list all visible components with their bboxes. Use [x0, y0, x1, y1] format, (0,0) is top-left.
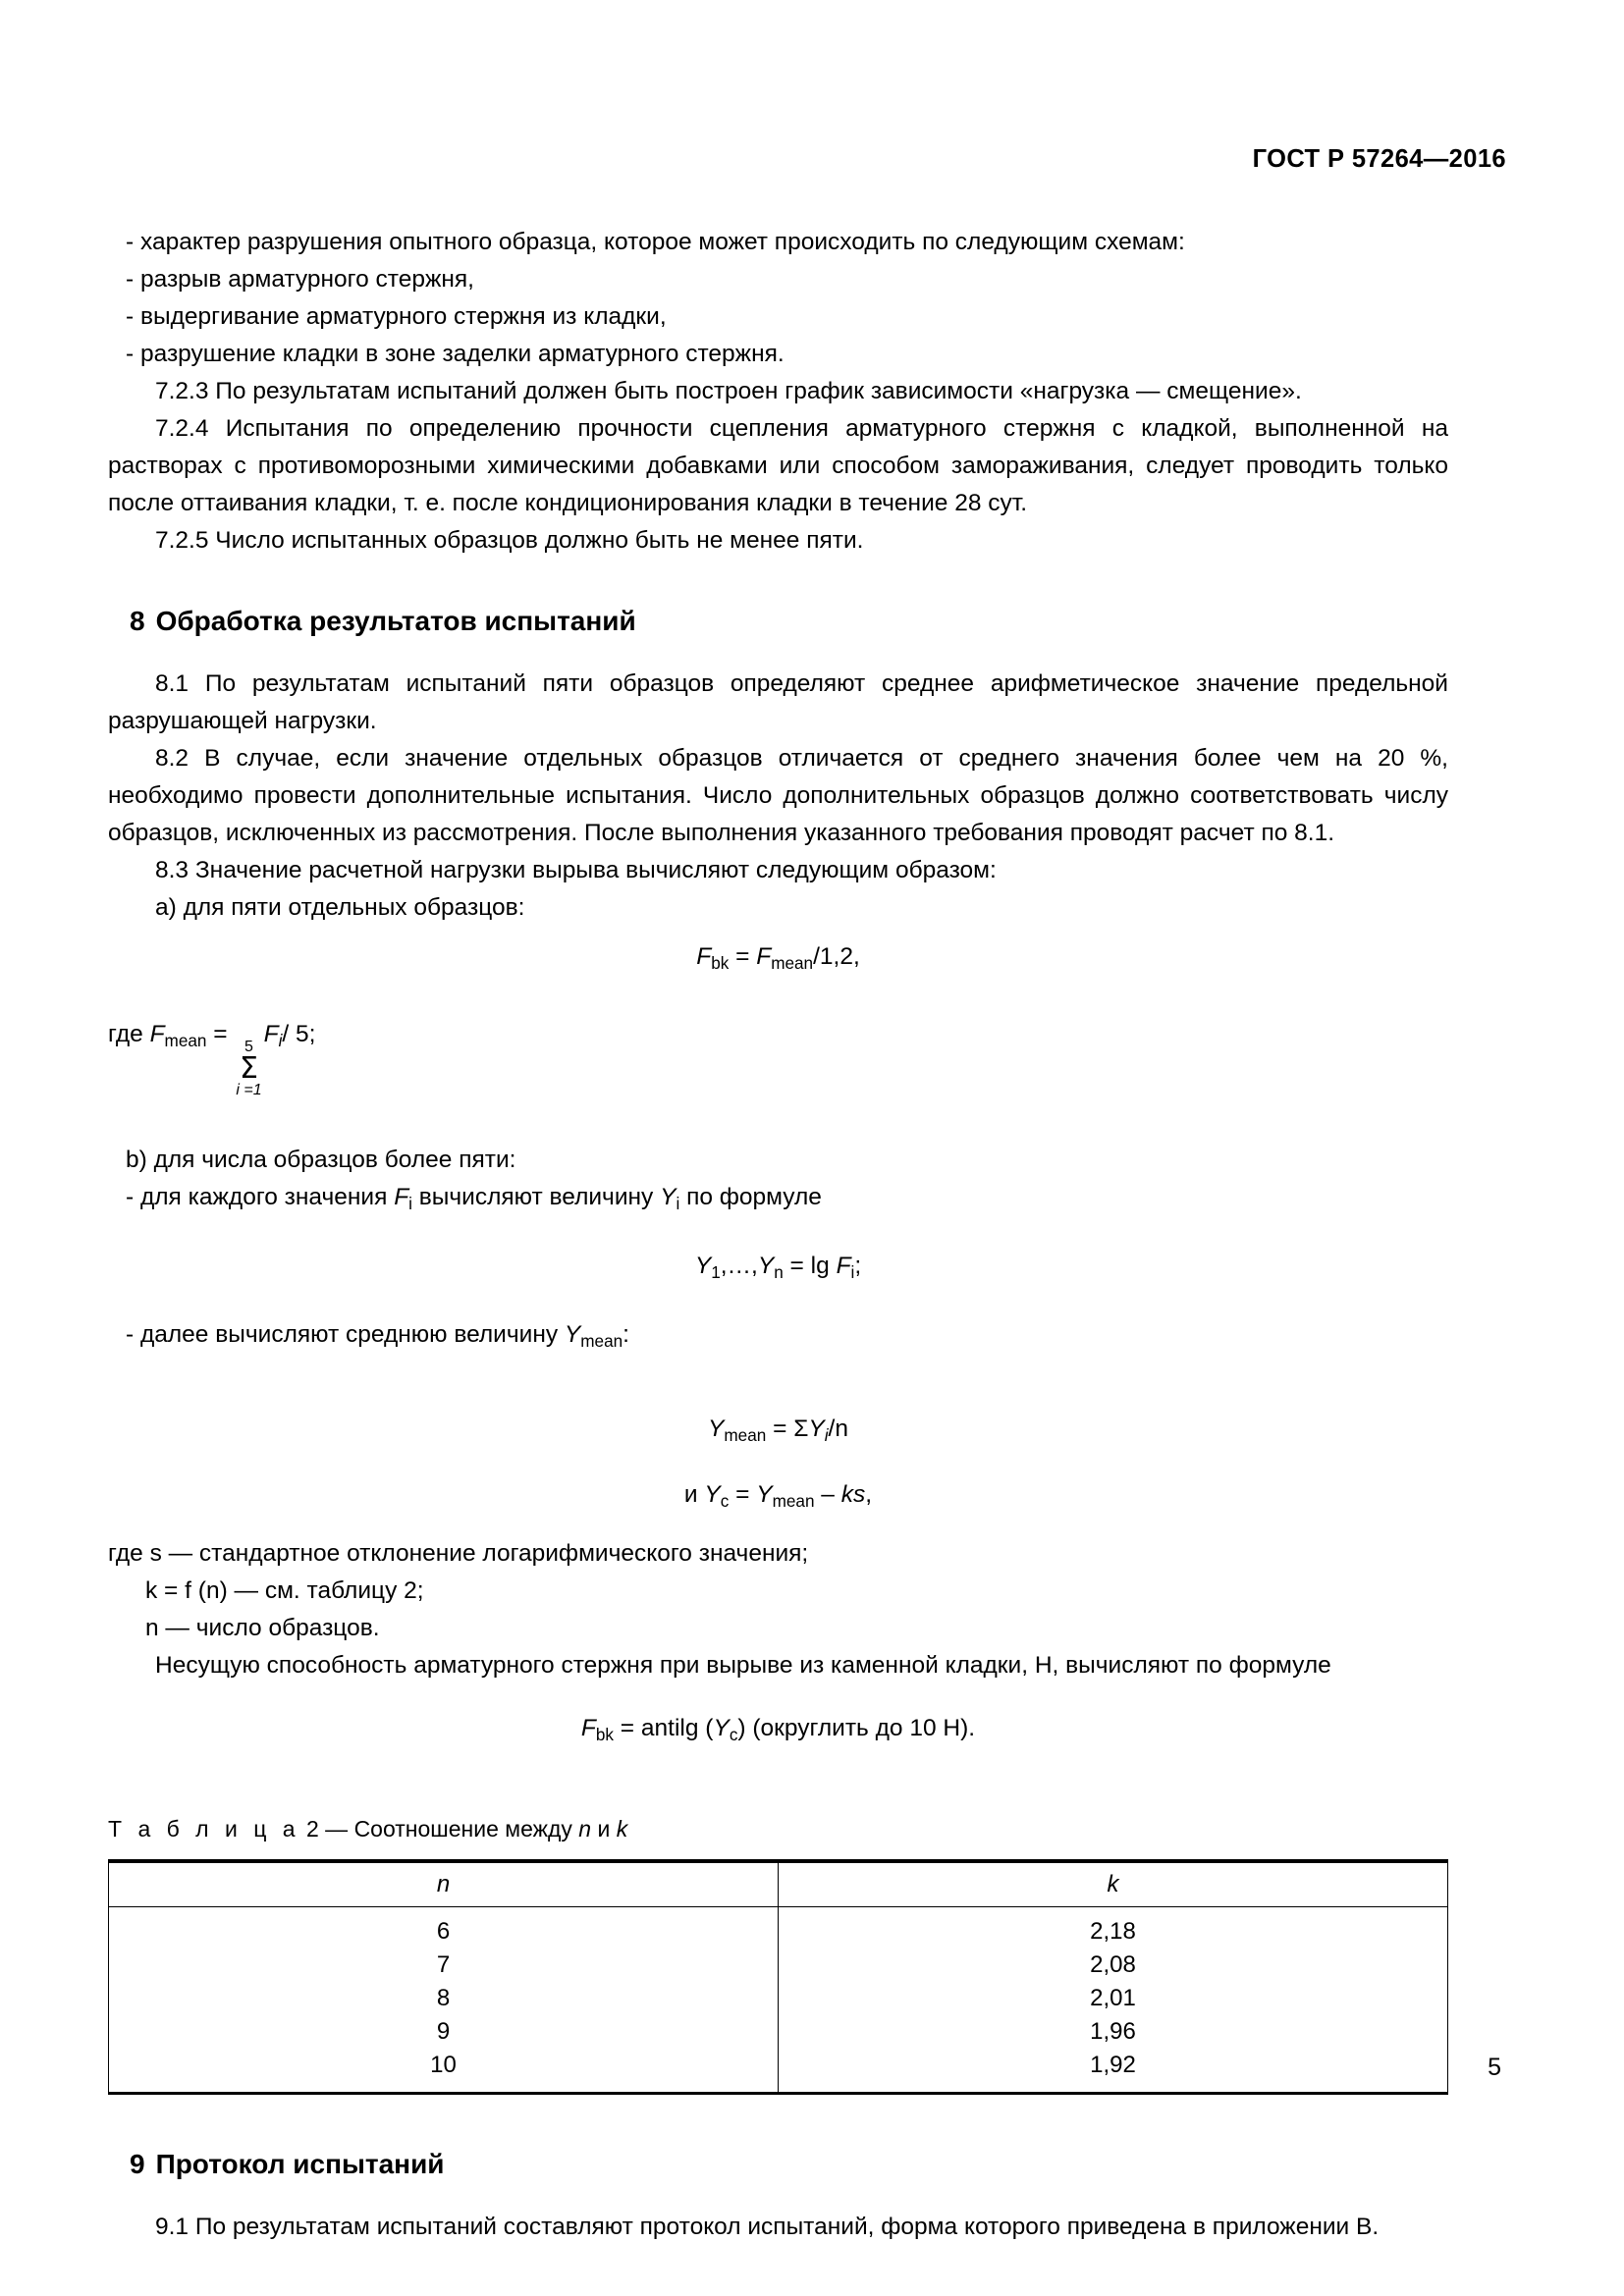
table-bottom-rule	[108, 2092, 1448, 2095]
cell-k: 2,01	[779, 1982, 1448, 2015]
where-s-definition	[108, 1535, 1448, 1573]
page-number: 5	[1488, 2054, 1501, 2081]
formula-sub: c	[729, 1724, 738, 1744]
table-2-wrapper	[108, 1859, 1448, 2095]
sum-upper-limit: 5	[244, 1039, 253, 1056]
cell-n: 7	[109, 1949, 779, 1982]
formula-sub: i	[676, 1194, 680, 1214]
formula-tail: ;	[854, 1253, 862, 1280]
cell-n: 9	[109, 2015, 779, 2049]
clause-8-3: 8.3 Значение расчетной нагрузки вырыва вычисляют следующим образом:	[155, 857, 997, 883]
document-body	[108, 224, 1448, 2246]
formula-var: Y	[713, 1714, 730, 1741]
formula-sub: mean	[164, 1031, 207, 1051]
bullet-item: - разрушение кладки в зоне заделки арматурного стержня.	[126, 341, 785, 367]
section-9-heading	[130, 2146, 1448, 2183]
section-9-number: 9	[130, 2148, 145, 2179]
table-row	[109, 1906, 1448, 1949]
formula-tail: /1,2,	[813, 943, 860, 970]
list-item-b: b) для числа образцов более пяти:	[126, 1147, 516, 1174]
formula-sub: i	[824, 1425, 829, 1446]
formula-tail: /n	[828, 1415, 848, 1443]
formula-sub: i	[278, 1031, 283, 1051]
formula-sub: mean	[772, 1490, 815, 1511]
text-fragment: по формуле	[679, 1184, 822, 1211]
table-caption-conj: и	[591, 1815, 617, 1842]
list-item-a: a) для пяти отдельных образцов:	[155, 894, 525, 921]
bullet-item: - выдергивание арматурного стержня из кладки,	[126, 303, 667, 330]
table-row	[109, 2049, 1448, 2092]
formula-tail: ) (округлить до 10 Н).	[737, 1714, 976, 1741]
table-row	[109, 2015, 1448, 2049]
formula-ymean	[108, 1411, 1448, 1454]
sum-lower-limit: i =1	[236, 1082, 262, 1099]
column-header-n: n	[109, 1861, 779, 1907]
section-8-number: 8	[130, 606, 145, 636]
formula-sub: 1	[711, 1262, 721, 1283]
cell-k: 1,92	[779, 2049, 1448, 2092]
formula-var: F	[836, 1253, 851, 1280]
formula-operator: –	[814, 1480, 841, 1508]
clause-8-2: 8.2 В случае, если значение отдельных образцов отличается от среднего значения более чем на 20 %, необходимо провести дополнительные испытания. Число дополнительных образцов должно соответствовать числу образцов, исключенных из рассмотрения. После выполнения указанного требования проводят расчет по 8.1.	[108, 745, 1448, 846]
table-caption-dash: —	[325, 1815, 349, 1842]
formula-tail: ,	[865, 1480, 873, 1508]
table-header-row	[109, 1861, 1448, 1907]
formula-operator: =	[729, 1480, 757, 1508]
text-fragment: - для каждого значения	[126, 1184, 395, 1211]
section-8-title: Обработка результатов испытаний	[155, 606, 636, 636]
cell-n: 8	[109, 1982, 779, 2015]
formula-operator: ,…,	[720, 1253, 758, 1280]
formula-sub: n	[774, 1262, 784, 1283]
table-caption-label: Т а б л и ц а	[108, 1815, 300, 1842]
formula-operator: = lg	[783, 1253, 837, 1280]
formula-lead: и	[683, 1480, 705, 1508]
formula-fbk-mean	[108, 938, 1448, 982]
formula-var: F	[394, 1184, 409, 1211]
formula-operator: =	[206, 1021, 235, 1048]
text-fragment: - далее вычисляют среднюю величину	[126, 1321, 565, 1349]
formula-var: Y	[708, 1415, 725, 1443]
formula-var: F	[149, 1021, 165, 1048]
clause-7-2-4: 7.2.4 Испытания по определению прочности сцепления арматурного стержня с кладкой, выполненной на растворах с противоморозными химическими добавками или способом замораживания, следует проводить только после оттаивания кладки, т. е. после кондиционирования кладки в течение 28 сут.	[108, 415, 1448, 516]
dash-mean-y-value	[108, 1316, 1448, 1360]
cell-k: 2,08	[779, 1949, 1448, 1982]
formula-var: Y	[808, 1415, 825, 1443]
formula-var: F	[696, 943, 712, 970]
page-header-standard-number: ГОСТ Р 57264—2016	[1252, 145, 1506, 173]
section-9-title: Протокол испытаний	[155, 2148, 445, 2179]
formula-sub: mean	[771, 953, 814, 974]
formula-fmean-definition	[108, 1015, 1448, 1098]
formula-operator: = antilg (	[614, 1714, 714, 1741]
dash-each-f-value	[108, 1179, 1448, 1222]
formula-var: Y	[564, 1321, 581, 1349]
table-caption-number: 2	[305, 1815, 319, 1842]
table-caption-var-k: k	[616, 1815, 628, 1842]
formula-var: Y	[756, 1480, 773, 1508]
cell-k: 2,18	[779, 1906, 1448, 1949]
formula-var: F	[263, 1021, 279, 1048]
cell-n: 10	[109, 2049, 779, 2092]
column-header-k: k	[779, 1861, 1448, 1907]
clause-9-1: 9.1 По результатам испытаний составляют протокол испытаний, форма которого приведена в приложении В.	[155, 2213, 1380, 2240]
table-2-caption	[108, 1812, 1448, 1845]
table-row	[109, 1982, 1448, 2015]
section-8-heading	[130, 603, 1448, 640]
formula-y-lg-f	[108, 1248, 1448, 1291]
formula-var: Y	[704, 1480, 721, 1508]
summation-operator	[236, 1040, 261, 1098]
formula-sub: i	[408, 1194, 412, 1214]
formula-var: F	[756, 943, 772, 970]
clause-7-2-5: 7.2.5 Число испытанных образцов должно быть не менее пяти.	[155, 527, 864, 554]
formula-sub: mean	[580, 1331, 623, 1352]
cell-n: 6	[109, 1906, 779, 1949]
table-2-n-k	[108, 1859, 1448, 2092]
formula-var: F	[580, 1714, 596, 1741]
formula-var: Y	[660, 1184, 677, 1211]
where-label: где	[108, 1021, 150, 1048]
table-caption-var-n: n	[578, 1815, 592, 1842]
formula-operator: = Σ	[766, 1415, 809, 1443]
bullet-item: - разрыв арматурного стержня,	[126, 266, 474, 293]
text-fragment: :	[623, 1321, 629, 1349]
formula-sub: mean	[724, 1425, 767, 1446]
formula-sub: c	[720, 1490, 730, 1511]
sigma-icon: Σ	[240, 1051, 258, 1087]
formula-var: ks	[840, 1480, 866, 1508]
formula-sub: bk	[595, 1724, 614, 1744]
formula-yc	[108, 1476, 1448, 1520]
clause-8-1: 8.1 По результатам испытаний пяти образцов определяют среднее арифметическое значение предельной разрушающей нагрузки.	[108, 670, 1448, 734]
formula-operator: =	[729, 943, 757, 970]
formula-var: Y	[694, 1253, 712, 1280]
table-row	[109, 1949, 1448, 1982]
formula-fbk-antilg	[108, 1710, 1448, 1753]
table-caption-text: Соотношение между	[353, 1815, 579, 1842]
text-fragment: вычисляют величину	[411, 1184, 661, 1211]
where-k-definition: k = f (n) — см. таблицу 2;	[145, 1576, 424, 1604]
bearing-capacity-text: Несущую способность арматурного стержня при вырыве из каменной кладки, Н, вычисляют по формуле	[155, 1651, 1331, 1679]
clause-7-2-3: 7.2.3 По результатам испытаний должен быть построен график зависимости «нагрузка — смещение».	[155, 378, 1302, 404]
formula-tail: / 5;	[282, 1021, 316, 1048]
bullet-item: - характер разрушения опытного образца, которое может происходить по следующим схемам:	[126, 229, 1185, 255]
formula-sub: bk	[711, 953, 730, 974]
where-n-definition: n — число образцов.	[145, 1614, 380, 1641]
formula-var: Y	[757, 1253, 775, 1280]
cell-k: 1,96	[779, 2015, 1448, 2049]
text-fragment: где s — стандартное отклонение логарифмического значения;	[108, 1539, 809, 1567]
formula-sub: i	[850, 1262, 855, 1283]
